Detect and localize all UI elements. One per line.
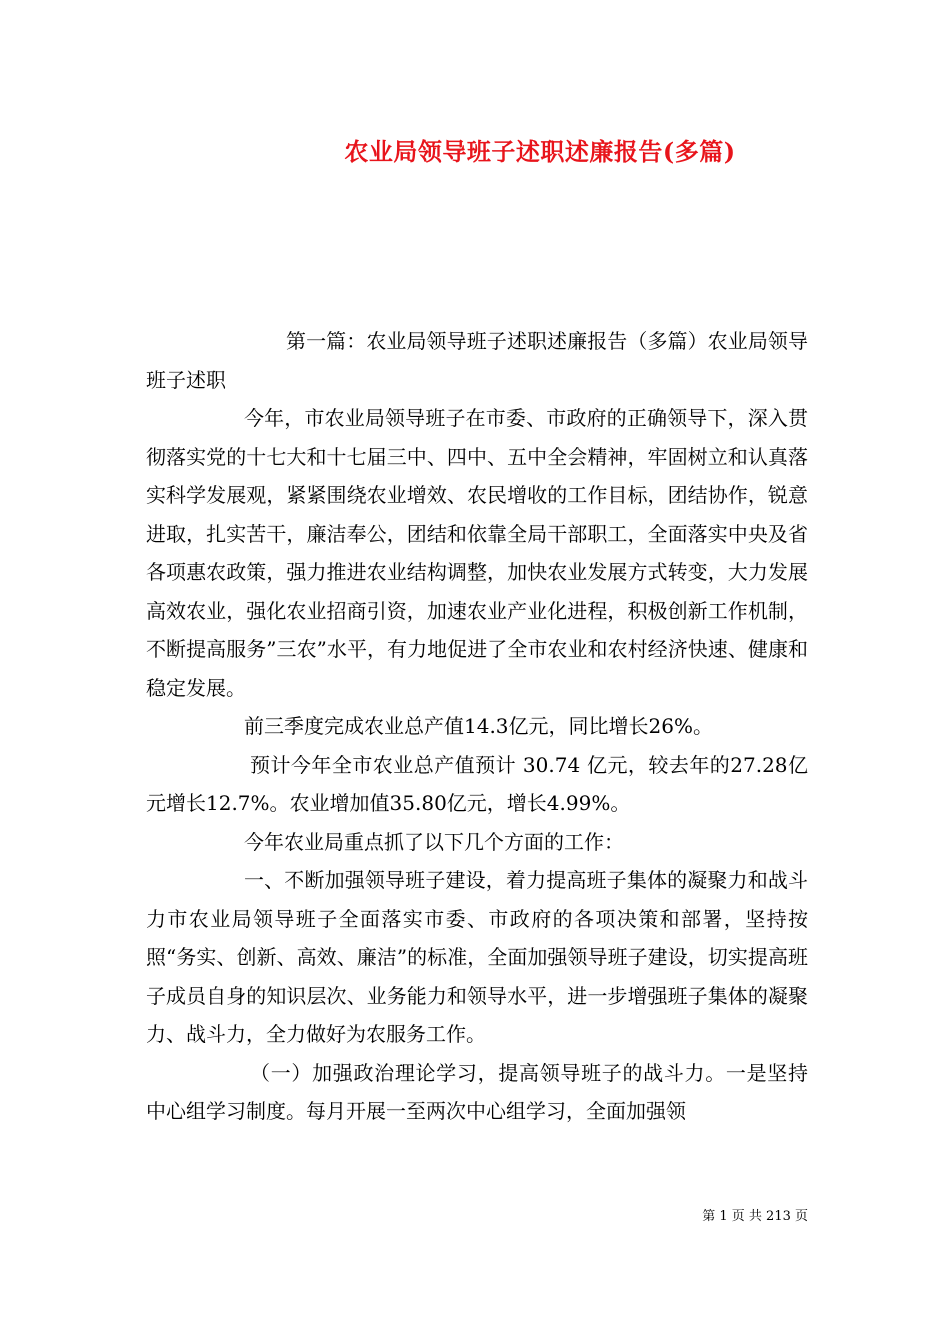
- document-title: 农业局领导班子述职述廉报告(多篇): [344, 137, 736, 166]
- paragraph: 今年农业局重点抓了以下几个方面的工作：: [244, 829, 624, 854]
- paragraph: 预计今年全市农业总产值预计 30.74 亿元，较去年的27.28亿元增长12.7%。农业增加值35.80亿元，增长4.99%。: [146, 752, 808, 815]
- paragraph: 今年，市农业局领导班子在市委、市政府的正确领导下，深入贯彻落实党的十七大和十七届三中、四中、五中全会精神，牢固树立和认真落实科学发展观，紧紧围绕农业增效、农民增收的工作目标，团结协作，锐意进取，扎实苦干，廉洁奉公，团结和依靠全局干部职工，全面落实中央及省各项惠农政策，强力推进农业结构调整，加快农业发展方式转变，大力发展高效农业，强化农业招商引资，加速农业产业化进程，积极创新工作机制，不断提高服务”三农”水平，有力地促进了全市农业和农村经济快速、健康和稳定发展。: [146, 406, 808, 700]
- paragraph: （一）加强政治理论学习，提高领导班子的战斗力。一是坚持中心组学习制度。每月开展一至两次中心组学习，全面加强领: [146, 1060, 808, 1123]
- paragraph: 前三季度完成农业总产值14.3亿元，同比增长26%。: [244, 714, 713, 738]
- paragraph-heading: 第一篇：农业局领导班子述职述廉报告（多篇）农业局领导班子述职: [146, 329, 808, 392]
- page-number: 第 1 页 共 213 页: [702, 1209, 808, 1224]
- document-body: [146, 322, 808, 1131]
- paragraph: 一、不断加强领导班子建设，着力提高班子集体的凝聚力和战斗力市农业局领导班子全面落实市委、市政府的各项决策和部署，坚持按照“务实、创新、高效、廉洁”的标准，全面加强领导班子建设，切实提高班子成员自身的知识层次、业务能力和领导水平，进一步增强班子集体的凝聚力、战斗力，全力做好为农服务工作。: [146, 868, 808, 1046]
